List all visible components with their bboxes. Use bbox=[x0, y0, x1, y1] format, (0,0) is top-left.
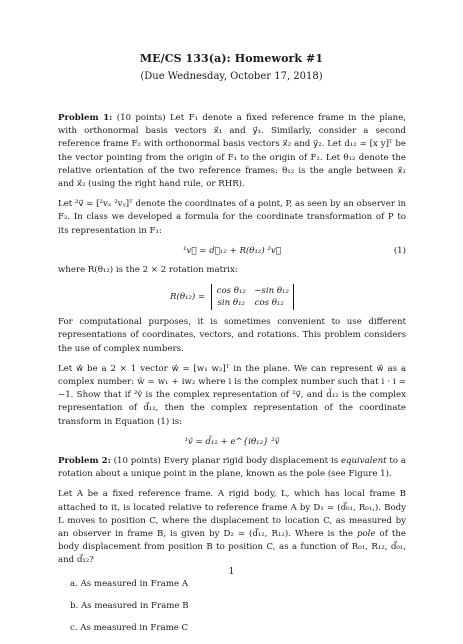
problem-2-body-text: Let A be a fixed reference frame. A rigid body, L, which has local frame B attached to it, is located relative to reference frame A by D₁ = (d⃗₀₁, R₀₁,). Body L moves to position C, where the displacement to location C, as measured by an observer in frame B, is given by D₂ = (d⃗₁₂, R₁₂). Where is the bbox=[58, 489, 406, 540]
option-a: a. As measured in Frame A bbox=[70, 578, 189, 589]
document-body bbox=[58, 112, 406, 644]
problem-1-label: Problem 1: bbox=[58, 113, 113, 123]
rotation-matrix-intro: where R(θ₁₂) is the 2 × 2 rotation matrix: bbox=[58, 265, 238, 276]
matrix-cell: −sin θ₁₂ bbox=[254, 286, 289, 297]
page-number: 1 bbox=[228, 567, 235, 577]
complex-representation-text: Let w⃗ be a 2 × 1 vector w⃗ = [w₁ w₂]ᵀ in the plane. We can represent w⃗ as a complex number: w̃ = w₁ + iw₂ where i is the complex number such that i · i = −1. Show that if ²ṽ is the complex representation of ²v⃗, and d̃₁₂ is the complex representation of d⃗₁₂, then the complex representation of the coordinate transform in Equation (1) is: bbox=[58, 363, 406, 427]
option-c: c. As measured in Frame C bbox=[70, 623, 189, 634]
problem-1-intro bbox=[58, 112, 406, 191]
rotation-matrix-equation bbox=[58, 284, 406, 310]
complex-numbers-intro: For computational purposes, it is sometimes convenient to use different representations of coordinates, vectors, and rotations. This problem considers the use of complex numbers. bbox=[58, 317, 406, 354]
matrix-cell: cos θ₁₂ bbox=[254, 298, 284, 309]
answer-options bbox=[58, 578, 406, 636]
equation-complex bbox=[58, 436, 406, 449]
problem-1-text: (10 points) Let F₁ denote a fixed reference frame in the plane, with orthonormal basis vectors x⃗₁ and y⃗₁. Similarly, consider a second reference frame F₂ with orthonormal basis vectors x⃗₂ and y⃗₂. Let d₁₂ = [x y]ᵀ be the vector pointing from the origin of F₁ to the origin of F₂. Let θ₁₂ denote the relative orientation of the two reference frames: θ₁₂ is the angle between x⃗₁ and x⃗₂ (using the right hand rule, or RHR). bbox=[58, 113, 407, 190]
due-date: (Due Wednesday, October 17, 2018) bbox=[140, 71, 323, 82]
matrix-cell: cos θ₁₂ bbox=[216, 286, 246, 297]
rotation-matrix bbox=[211, 284, 294, 310]
problem-2-intro bbox=[58, 455, 406, 481]
option-b: b. As measured in Frame B bbox=[70, 600, 189, 611]
equation-1 bbox=[58, 245, 406, 258]
problem-1-coords: Let ²v⃗ = [²vₓ ²vᵧ]ᵀ denote the coordinates of a point, P, as seen by an observer in F₂. In class we developed a formula for the coordinate transformation of P to its representation in F₁: bbox=[58, 199, 406, 236]
homework-title: ME/CS 133(a): Homework #1 bbox=[139, 52, 324, 65]
matrix-cell: sin θ₁₂ bbox=[217, 298, 245, 309]
emphasis-equivalent: equivalent bbox=[340, 456, 387, 467]
problem-2-body bbox=[58, 488, 406, 567]
problem-2-label: Problem 2: bbox=[58, 456, 111, 467]
problem-2-body-end: of the body displacement from position B to position C, as a function of R₀₁, R₁₂, d⃗₀₁, and d⃗₁₂? bbox=[58, 529, 406, 566]
equation-1-number: (1) bbox=[393, 245, 406, 256]
equation-1-body: ¹v⃗ = d⃗₁₂ + R(θ₁₂) ²v⃗ bbox=[183, 245, 281, 256]
matrix-lhs: R(θ₁₂) = bbox=[170, 291, 206, 302]
emphasis-pole: pole bbox=[356, 529, 376, 540]
equation-complex-body: ¹ṽ = d̃₁₂ + e^{iθ₁₂} ²ṽ bbox=[184, 436, 280, 447]
problem-2-text: (10 points) Every planar rigid body displacement is bbox=[113, 456, 341, 467]
header bbox=[0, 52, 463, 82]
problem-2-text-end: to a rotation about a unique point in the plane, known as the pole (see Figure 1). bbox=[58, 456, 407, 480]
